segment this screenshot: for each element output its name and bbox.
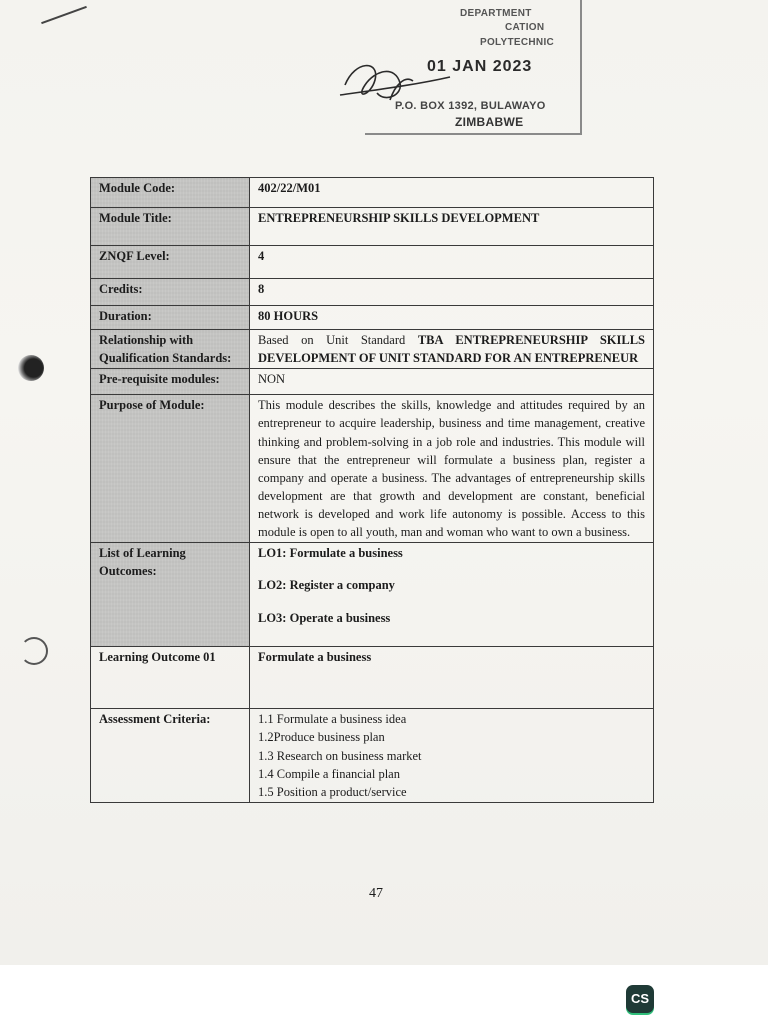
punch-hole-icon xyxy=(18,355,44,381)
znqf-level-label: ZNQF Level: xyxy=(91,246,250,279)
table-row xyxy=(91,395,654,543)
znqf-level-value: 4 xyxy=(250,246,654,279)
table-row xyxy=(91,306,654,330)
criterion: 1.3 Research on business market xyxy=(258,748,422,763)
camscanner-logo-icon: CS xyxy=(626,985,654,1013)
module-code-value: 402/22/M01 xyxy=(250,178,654,208)
prerequisite-label: Pre-requisite modules: xyxy=(91,369,250,395)
page-number: 47 xyxy=(369,886,383,901)
stamp-country: ZIMBABWE xyxy=(455,115,524,129)
module-table xyxy=(90,177,654,803)
table-row xyxy=(91,647,654,709)
assessment-criteria-label: Assessment Criteria: xyxy=(91,709,250,803)
module-title-label: Module Title: xyxy=(91,208,250,246)
table-row xyxy=(91,330,654,369)
criterion: 1.1 Formulate a business idea xyxy=(258,712,407,727)
credits-value: 8 xyxy=(250,279,654,306)
module-code-label: Module Code: xyxy=(91,178,250,208)
table-row xyxy=(91,178,654,208)
stamp-address: P.O. BOX 1392, BULAWAYO xyxy=(395,100,546,112)
table-row xyxy=(91,543,654,647)
stamp-line: CATION xyxy=(505,22,545,33)
stamp-line: DEPARTMENT xyxy=(460,8,532,19)
prerequisite-value: NON xyxy=(250,369,654,395)
learning-outcome: LO2: Register a company xyxy=(258,578,395,593)
learning-outcomes-label: List of Learning Outcomes: xyxy=(91,543,250,647)
duration-label: Duration: xyxy=(91,306,250,330)
stamp-line: POLYTECHNIC xyxy=(480,37,555,48)
credits-label: Credits: xyxy=(91,279,250,306)
relationship-value: Based on Unit Standard TBA ENTREPRENEURSHIP SKILLS DEVELOPMENT OF UNIT STANDARD FOR AN ENTREPRENEUR xyxy=(250,330,654,369)
relationship-label: Relationship with Qualification Standards: xyxy=(91,330,250,369)
stamp-date: 01 JAN 2023 xyxy=(427,58,533,75)
module-title-value: ENTREPRENEURSHIP SKILLS DEVELOPMENT xyxy=(250,208,654,246)
table-row xyxy=(91,208,654,246)
learning-outcome: LO3: Operate a business xyxy=(258,610,391,625)
table-row xyxy=(91,246,654,279)
criterion: 1.2Produce business plan xyxy=(258,730,385,745)
table-row xyxy=(91,279,654,306)
purpose-value: This module describes the skills, knowledge and attitudes required by an entrepreneur to acquire leadership, business and time management, creative thinking and problem-solving in a job role and industries. This module will ensure that the entrepreneur will formulate a business plan, register a company and operate a business. The advantages of entrepreneurship skills development are that growth and development are constant, beneficial network is developed and work life autonomy is possible. Access to this module is open to all youth, man and woman who want to own a business. xyxy=(250,395,654,543)
signature-icon xyxy=(335,55,455,110)
criterion: 1.5 Position a product/service xyxy=(258,784,407,799)
criterion: 1.4 Compile a financial plan xyxy=(258,766,400,781)
assessment-criteria-value xyxy=(250,709,654,803)
table-row xyxy=(91,709,654,803)
learning-outcomes-value xyxy=(250,543,654,647)
learning-outcome: LO1: Formulate a business xyxy=(258,546,403,561)
pen-mark xyxy=(41,6,87,24)
table-row xyxy=(91,369,654,395)
duration-value: 80 HOURS xyxy=(250,306,654,330)
punch-hole-icon xyxy=(20,637,48,665)
learning-outcome-01-label: Learning Outcome 01 xyxy=(91,647,250,709)
learning-outcome-01-value: Formulate a business xyxy=(250,647,654,709)
purpose-label: Purpose of Module: xyxy=(91,395,250,543)
